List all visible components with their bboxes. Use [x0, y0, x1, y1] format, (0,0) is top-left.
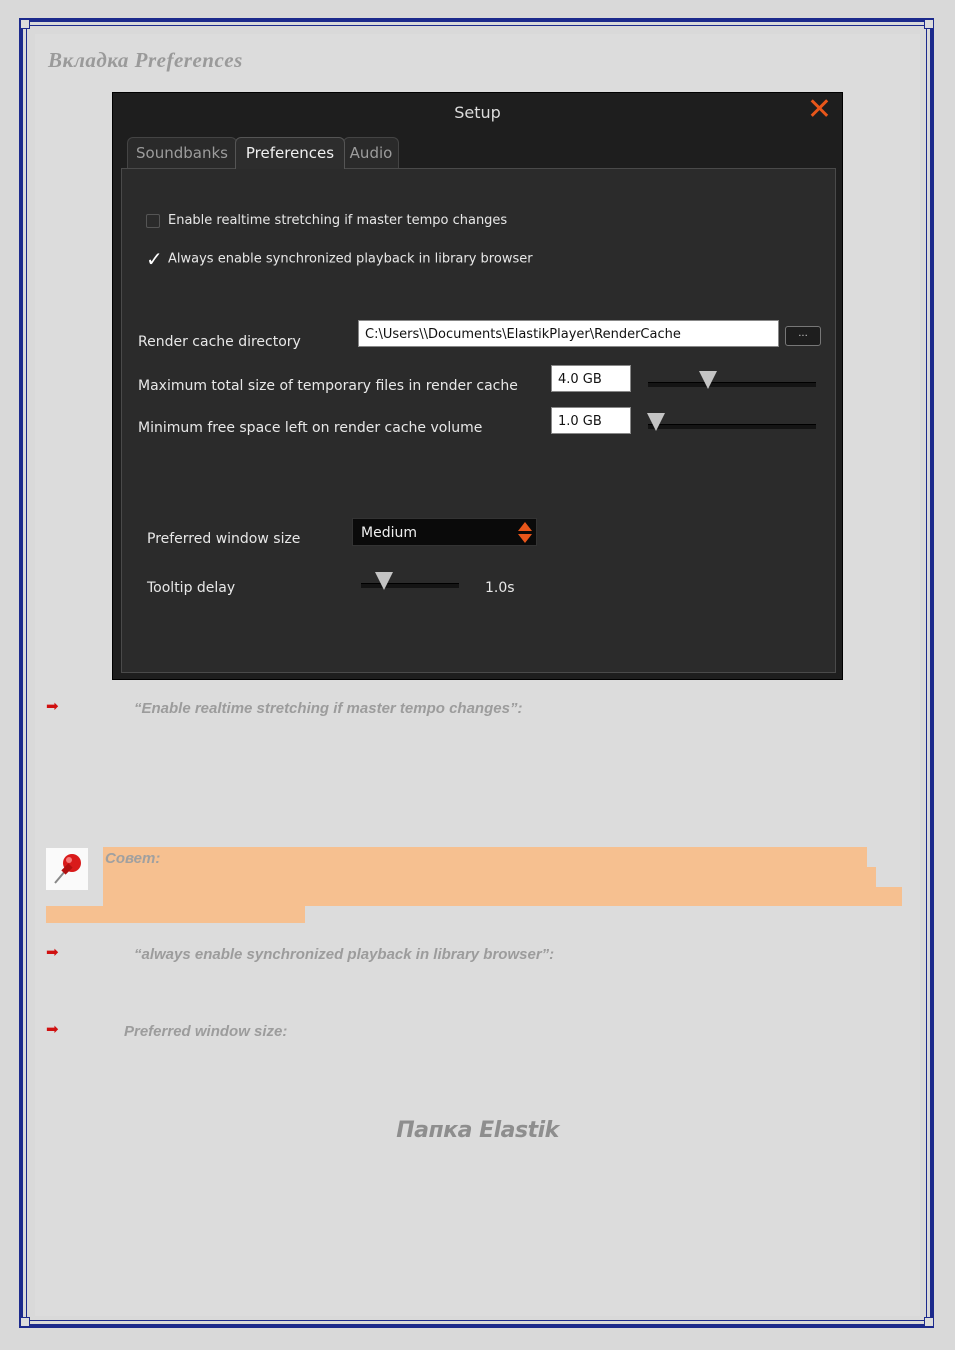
- min-free-slider-track[interactable]: [648, 424, 816, 429]
- window-size-label: Preferred window size: [147, 531, 301, 547]
- item-realtime-stretching: “Enable realtime stretching if master tempo changes”:: [134, 700, 523, 717]
- tooltip-delay-label: Tooltip delay: [147, 580, 236, 596]
- render-cache-label: Render cache directory: [138, 334, 301, 350]
- tab-soundbanks[interactable]: Soundbanks: [127, 137, 237, 169]
- realtime-stretching-option[interactable]: [146, 213, 507, 228]
- max-temp-field[interactable]: 4.0 GB: [551, 365, 631, 392]
- tooltip-delay-value: 1.0s: [485, 580, 515, 596]
- setup-window: [112, 92, 843, 680]
- sync-playback-option[interactable]: [146, 247, 533, 271]
- realtime-stretching-label: Enable realtime stretching if master tempo changes: [168, 213, 508, 228]
- window-size-value: Medium: [361, 525, 417, 541]
- sync-playback-label: Always enable synchronized playback in library browser: [168, 251, 533, 267]
- min-free-label: Minimum free space left on render cache volume: [138, 420, 483, 436]
- corner-ornament: [20, 1317, 30, 1327]
- realtime-stretching-checkbox[interactable]: [146, 214, 160, 228]
- tip-highlight: [103, 887, 902, 906]
- max-temp-label: Maximum total size of temporary files in render cache: [138, 378, 518, 394]
- browse-button[interactable]: ...: [785, 326, 821, 346]
- tip-highlight: [103, 847, 867, 867]
- tip-highlight: [46, 906, 305, 923]
- tip-highlight: [103, 867, 876, 887]
- min-free-field[interactable]: 1.0 GB: [551, 407, 631, 434]
- sync-playback-checkbox[interactable]: ✓: [146, 247, 163, 271]
- bullet-arrow-icon: ➡: [46, 1021, 59, 1038]
- tab-audio[interactable]: Audio: [343, 137, 399, 169]
- preferences-panel: [121, 168, 836, 673]
- max-temp-slider-track[interactable]: [648, 382, 816, 387]
- updown-arrows-icon: [518, 522, 532, 544]
- close-x-icon[interactable]: ✕: [806, 92, 832, 127]
- window-title: Setup: [454, 103, 501, 122]
- item-window-size: Preferred window size:: [124, 1023, 288, 1040]
- corner-ornament: [924, 19, 934, 29]
- window-size-select[interactable]: [352, 518, 537, 546]
- corner-ornament: [924, 1317, 934, 1327]
- min-free-slider-thumb[interactable]: [647, 413, 665, 431]
- render-cache-path-field[interactable]: C:\Users\\Documents\ElastikPlayer\RenderCache: [358, 320, 779, 347]
- folder-section-title: Папка Elastik: [396, 1118, 559, 1143]
- item-sync-playback: “always enable synchronized playback in library browser”:: [134, 946, 555, 963]
- tab-preferences[interactable]: Preferences: [235, 137, 345, 169]
- corner-ornament: [20, 19, 30, 29]
- tooltip-delay-slider-thumb[interactable]: [375, 572, 393, 590]
- section-heading: Вкладка Preferences: [48, 48, 243, 72]
- max-temp-slider-thumb[interactable]: [699, 371, 717, 389]
- bullet-arrow-icon: ➡: [46, 698, 59, 715]
- pushpin-icon: [46, 848, 88, 890]
- tip-label: Совет:: [105, 850, 161, 867]
- bullet-arrow-icon: ➡: [46, 944, 59, 961]
